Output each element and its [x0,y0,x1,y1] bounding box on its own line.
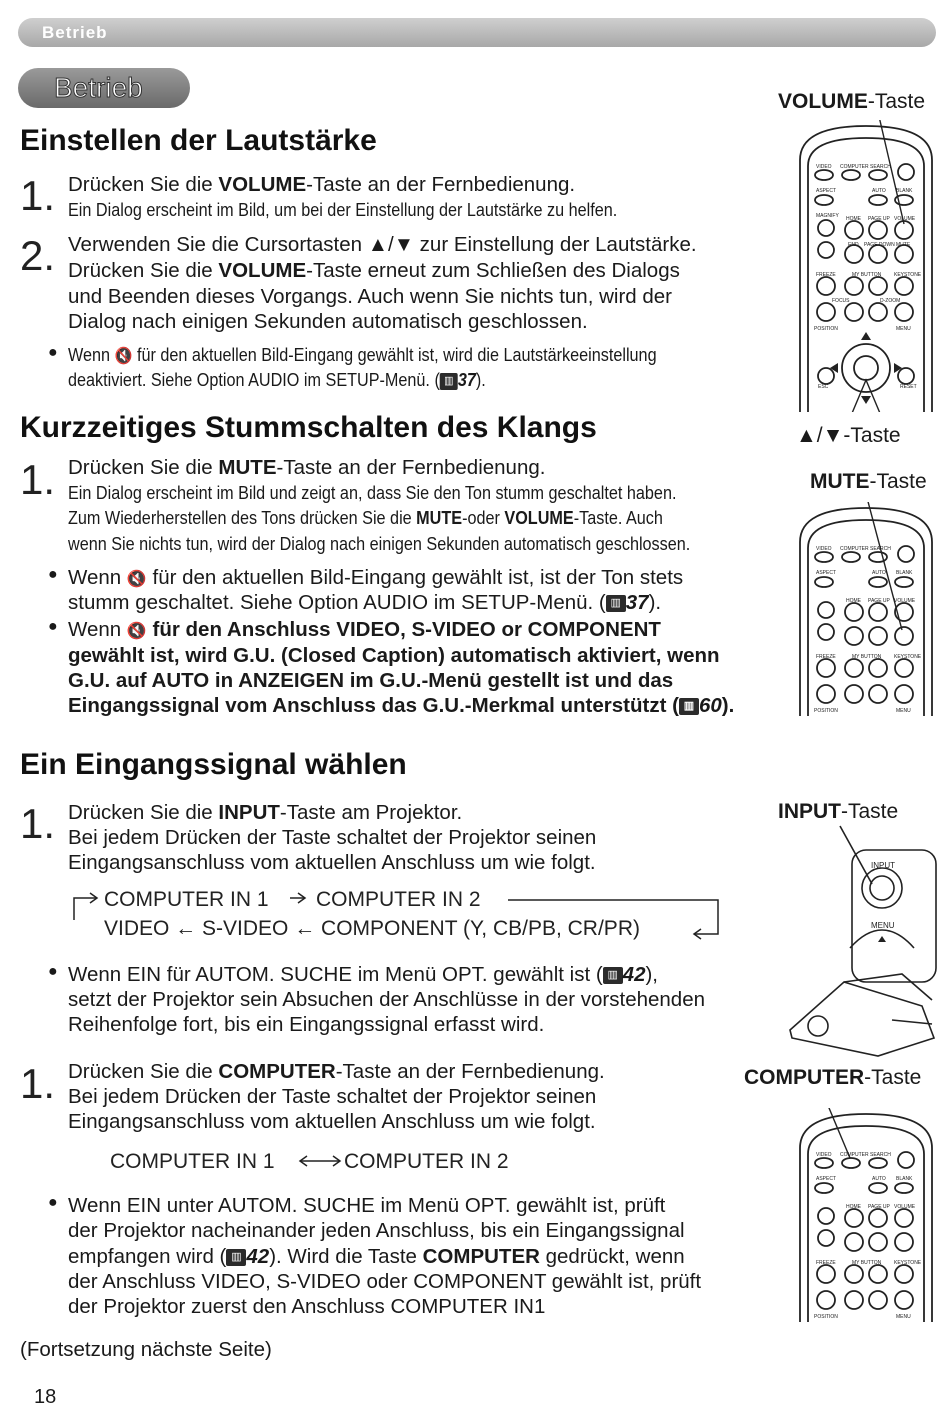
step-number: 1. [20,800,56,847]
mute-step1-line4: wenn Sie nichts tun, wird der Dialog nach einigen Sekunden automatisch geschlossen. [68,534,691,554]
input-note-line1: Wenn EIN für AUTOM. SUCHE im Menü OPT. gewählt ist ( ▥ 42), [68,963,659,986]
svg-text:MENU: MENU [871,921,895,930]
svg-text:MENU: MENU [896,326,911,332]
projector-illustration [782,824,942,1060]
input-step1-line1: Drücken Sie die INPUT-Taste am Projektor. [68,801,463,824]
svg-text:D-ZOOM: D-ZOOM [880,298,901,304]
auto-button [869,195,887,205]
computer-note-line2: der Projektor nacheinander jeden Anschluss, bis ein Eingangssignal [68,1219,685,1242]
svg-text:VIDEO: VIDEO [816,1152,832,1158]
mute-note2-line1: Wenn 🔇 für den Anschluss VIDEO, S-VIDEO or COMPONENT [68,617,661,645]
svg-text:VOLUME: VOLUME [894,1204,916,1210]
bullet: ● [48,963,58,980]
header-bar [18,18,936,47]
svg-text:VOLUME: VOLUME [894,598,916,604]
header-bar-title: Betrieb [42,23,108,42]
flow-computer-in-1: COMPUTER IN 1 [110,1150,275,1173]
svg-text:POSITION: POSITION [814,708,838,714]
svg-text:MENU: MENU [896,1314,911,1320]
volume-step2-line2: Drücken Sie die VOLUME-Taste erneut zum Schließen des Dialogs [68,259,680,282]
svg-text:HOME: HOME [846,1204,861,1210]
section-pill-label: Betrieb [54,72,143,103]
volume-step2-line3: und Beenden dieses Vorgangs. Auch wenn Sie nichts tun, wird der [68,285,673,308]
step-number: 1. [20,172,56,219]
volume-key-label: VOLUME-Taste [778,90,926,113]
input-step1-line2: Bei jedem Drücken der Taste schaltet der Projektor seinen [68,826,597,849]
cursor-pad [842,344,890,392]
computer-note-line4: der Anschluss VIDEO, S-VIDEO oder COMPONENT gewählt ist, prüft [68,1270,702,1293]
svg-text:KEYSTONE: KEYSTONE [894,272,922,278]
svg-text:VIDEO: VIDEO [816,164,832,170]
remote-control-illustration [796,1108,936,1322]
bullet: ● [48,344,58,361]
volume-note-line1: Wenn 🔇 für den aktuellen Bild-Eingang gewählt ist, wird die Lautstärkeeinstellung [68,343,657,370]
computer-step-line3: Eingangsanschluss vom aktuellen Anschluss um wie folgt. [68,1110,596,1133]
input-pointer-line [840,826,872,884]
computer-note-line1: Wenn EIN unter AUTOM. SUCHE im Menü OPT. gewählt ist, prüft [68,1194,666,1217]
mute-step1-line3: Zum Wiederherstellen des Tons drücken Sie die MUTE-oder VOLUME-Taste. Auch [68,508,663,528]
svg-text:ASPECT: ASPECT [816,570,837,576]
mute-button [895,627,913,645]
step-number: 1. [20,456,56,503]
svg-text:KEYSTONE: KEYSTONE [894,1260,922,1266]
flow-row2: VIDEO ← S-VIDEO ← COMPONENT (Y, CB/PB, CR/PR) [104,917,640,940]
svg-text:COMPUTER: COMPUTER [840,164,869,170]
mute-icon: 🔇 [126,623,147,640]
input-note-line3: Reihenfolge fort, bis ein Eingangssignal erfasst wird. [68,1013,545,1036]
book-icon: ▥ [440,373,458,390]
computer-note-line3: empfangen wird ( ▥ 42). Wird die Taste COMPUTER gedrückt, wenn [68,1245,685,1268]
svg-text:COMPUTER: COMPUTER [840,546,869,552]
svg-text:PAGE UP: PAGE UP [868,216,890,222]
volume-step2-line1: Verwenden Sie die Cursortasten ▲/▼ zur Einstellung der Lautstärke. [68,233,697,256]
book-icon: ▥ [606,595,626,612]
svg-text:FREEZE: FREEZE [816,1260,836,1266]
svg-text:FOCUS: FOCUS [832,298,850,304]
svg-text:MAGNIFY: MAGNIFY [816,213,839,219]
mute-step1-line1: Drücken Sie die MUTE-Taste an der Fernbedienung. [68,456,546,479]
svg-text:FREEZE: FREEZE [816,272,836,278]
input-key-label: INPUT-Taste [778,800,899,823]
remote-control-illustration [796,502,936,716]
computer-flow-diagram [108,1144,548,1178]
computer-step-line1: Drücken Sie die COMPUTER-Taste an der Fernbedienung. [68,1060,605,1083]
svg-text:PAGE DOWN: PAGE DOWN [864,242,895,248]
mute-note1-line2: stumm geschaltet. Siehe Option AUDIO im SETUP-Menü. ( ▥ 37). [68,591,662,614]
computer-key-label: COMPUTER-Taste [744,1066,922,1089]
remote-control-illustration [796,120,936,412]
svg-text:BLANK: BLANK [896,1176,913,1182]
section-pill [18,68,190,108]
input-step1-line3: Eingangsanschluss vom aktuellen Anschluss um wie folgt. [68,851,596,874]
bullet: ● [48,618,58,635]
svg-text:VOLUME: VOLUME [894,216,916,222]
book-icon: ▥ [679,698,699,715]
computer-button [842,1158,860,1168]
svg-text:AUTO: AUTO [872,570,886,576]
svg-text:END: END [848,242,859,248]
svg-text:PAGE UP: PAGE UP [868,1204,890,1210]
mute-note1-line1: Wenn 🔇 für den aktuellen Bild-Eingang gewählt ist, ist der Ton stets [68,565,683,593]
svg-text:KEYSTONE: KEYSTONE [894,654,922,660]
power-button [898,164,914,180]
svg-text:INPUT: INPUT [871,861,895,870]
aspect-button [815,195,833,205]
svg-text:MENU: MENU [896,708,911,714]
search-button [869,170,887,180]
mute-step1-line2: Ein Dialog erscheint im Bild und zeigt an, dass Sie den Ton stumm geschaltet haben. [68,483,677,503]
svg-text:MY BUTTON: MY BUTTON [852,654,882,660]
svg-text:MY BUTTON: MY BUTTON [852,272,882,278]
heading-volume: Einstellen der Lautstärke [20,124,377,157]
svg-text:ASPECT: ASPECT [816,1176,837,1182]
mute-key-label: MUTE-Taste [810,470,927,493]
svg-text:SEARCH: SEARCH [870,164,891,170]
step-number: 1. [20,1060,56,1107]
computer-note-line5: der Projektor zuerst den Anschluss COMPUTER IN1 [68,1295,546,1318]
svg-text:VIDEO: VIDEO [816,546,832,552]
svg-text:MUTE: MUTE [896,242,911,248]
heading-input: Ein Eingangssignal wählen [20,748,407,781]
mute-icon: 🔇 [114,348,133,365]
flow-computer-in-2: COMPUTER IN 2 [316,888,481,911]
flow-computer-in-2: COMPUTER IN 2 [344,1150,509,1173]
page-number: 18 [34,1386,57,1408]
svg-text:BLANK: BLANK [896,188,913,194]
bullet: ● [48,1194,58,1211]
volume-note-line2: deaktiviert. Siehe Option AUDIO im SETUP-Menü. ( ▥ 37). [68,370,486,390]
input-button [862,868,902,908]
mute-icon: 🔇 [126,571,147,588]
heading-mute: Kurzzeitiges Stummschalten des Klangs [20,411,597,444]
flow-computer-in-1: COMPUTER IN 1 [104,888,269,911]
svg-text:SEARCH: SEARCH [870,546,891,552]
volume-step2-line4: Dialog nach einigen Sekunden automatisch geschlossen. [68,310,588,333]
computer-step-line2: Bei jedem Drücken der Taste schaltet der Projektor seinen [68,1085,597,1108]
step-number: 2. [20,232,56,279]
bullet: ● [48,566,58,583]
book-icon: ▥ [603,967,623,984]
svg-text:PAGE UP: PAGE UP [868,598,890,604]
mute-note2-line3: G.U. auf AUTO in ANZEIGEN im G.U.-Menü gestellt ist und das [68,669,674,692]
svg-text:HOME: HOME [846,216,861,222]
svg-text:RESET: RESET [900,384,917,390]
svg-text:POSITION: POSITION [814,326,838,332]
volume-step1-line2: Ein Dialog erscheint im Bild, um bei der Einstellung der Lautstärke zu helfen. [68,200,618,220]
svg-text:BLANK: BLANK [896,570,913,576]
svg-text:AUTO: AUTO [872,188,886,194]
mute-note2-line4: Eingangssignal vom Anschluss das G.U.-Merkmal unterstützt ( ▥ 60). [68,694,735,717]
svg-text:HOME: HOME [846,598,861,604]
book-icon: ▥ [226,1249,246,1266]
svg-text:COMPUTER: COMPUTER [840,1152,869,1158]
mute-note2-line2: gewählt ist, wird G.U. (Closed Caption) automatisch aktiviert, wenn [68,644,720,667]
continuation-note: (Fortsetzung nächste Seite) [20,1338,272,1361]
svg-text:MY BUTTON: MY BUTTON [852,1260,882,1266]
input-flow-diagram [68,880,728,944]
svg-text:ESC: ESC [818,384,829,390]
svg-text:POSITION: POSITION [814,1314,838,1320]
computer-button [842,170,860,180]
svg-text:FREEZE: FREEZE [816,654,836,660]
enter-button [854,356,878,380]
svg-text:AUTO: AUTO [872,1176,886,1182]
volume-step1-line1: Drücken Sie die VOLUME-Taste an der Fernbedienung. [68,173,576,196]
svg-text:ASPECT: ASPECT [816,188,837,194]
video-button [815,170,833,180]
input-note-line2: setzt der Projektor sein Absuchen der Anschlüsse in der vorstehenden [68,988,706,1011]
cursor-key-label: ▲/▼-Taste [796,424,901,447]
volume-pointer-line [878,120,904,224]
svg-text:SEARCH: SEARCH [870,1152,891,1158]
